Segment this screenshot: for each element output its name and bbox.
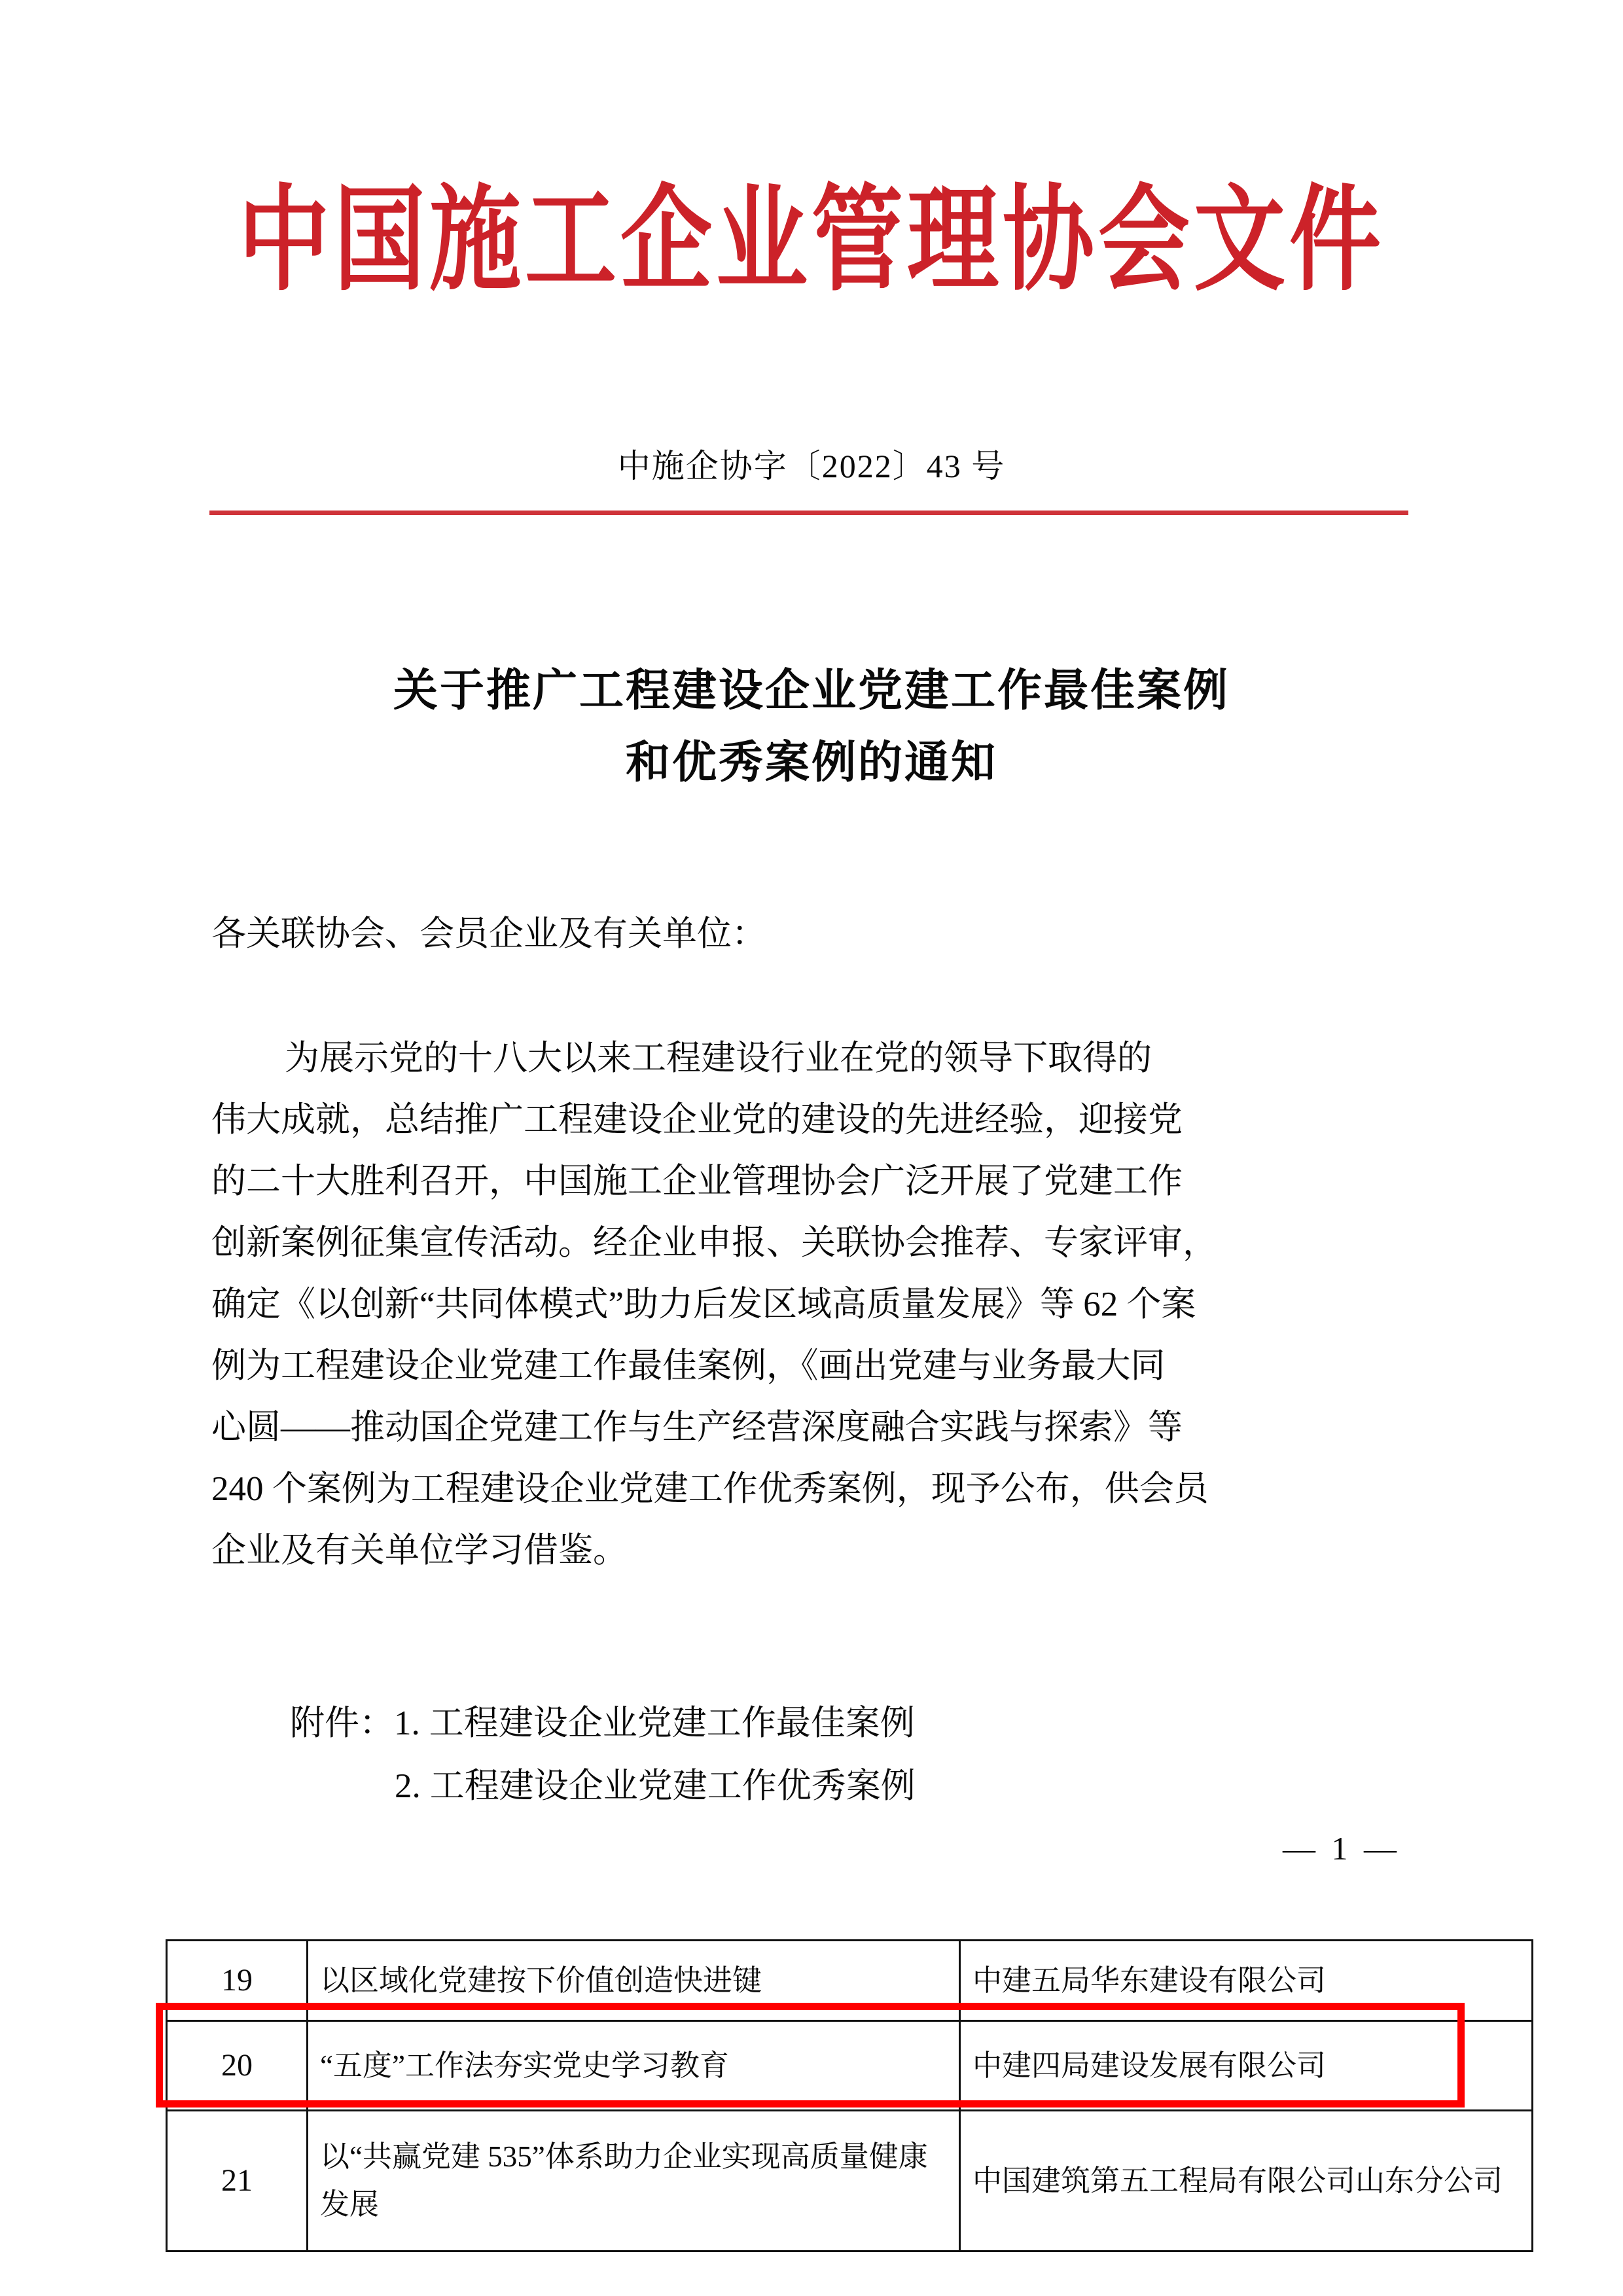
body-line: 例为工程建设企业党建工作最佳案例，《画出党建与业务最大同 xyxy=(211,1347,1166,1385)
table-cell-index: 20 xyxy=(167,2021,308,2111)
table-cell-org: 中国建筑第五工程局有限公司山东分公司 xyxy=(960,2111,1533,2251)
body-line: 伟大成就，总结推广工程建设企业党的建设的先进经验，迎接党 xyxy=(211,1101,1183,1139)
attachment-item xyxy=(211,1755,1416,1818)
body-line: 为展示党的十八大以来工程建设行业在党的领导下取得的 xyxy=(285,1039,1152,1077)
document-number: 中施企协字〔2022〕43 号 xyxy=(617,448,1006,484)
attachment-number: 1. xyxy=(394,1704,420,1742)
table-cell-name: 以“共赢党建 535”体系助力企业实现高质量健康发展 xyxy=(308,2111,960,2251)
table-cell-name: “五度”工作法夯实党史学习教育 xyxy=(308,2021,960,2111)
table-row xyxy=(167,1941,1533,2021)
document-body xyxy=(211,903,1416,1581)
table-cell-org: 中建五局华东建设有限公司 xyxy=(960,1941,1533,2021)
table-row xyxy=(167,2111,1533,2251)
table-row-highlighted xyxy=(167,2021,1533,2111)
body-line: 确定《以创新“共同体模式”助力后发区域高质量发展》等 62 个案 xyxy=(211,1285,1196,1323)
attachment-item xyxy=(211,1692,1416,1755)
table-cell-index: 19 xyxy=(167,1941,308,2021)
attachment-list xyxy=(211,1692,1416,1818)
attachment-number: 2. xyxy=(395,1767,421,1805)
page-title xyxy=(0,655,1623,798)
body-line: 240 个案例为工程建设企业党建工作优秀案例，现予公布，供会员 xyxy=(211,1470,1209,1508)
body-line: 心圆——推动国企党建工作与生产经营深度融合实践与探索》等 xyxy=(211,1408,1183,1446)
masthead-title: 中国施工企业管理协会文件 xyxy=(238,177,1385,305)
page-number: — 1 — xyxy=(1283,1830,1400,1867)
table-cell-index: 21 xyxy=(167,2111,308,2251)
body-line: 的二十大胜利召开，中国施工企业管理协会广泛开展了党建工作 xyxy=(211,1162,1183,1200)
title-line-1: 关于推广工程建设企业党建工作最佳案例 xyxy=(393,666,1230,715)
attachment-text: 工程建设企业党建工作最佳案例 xyxy=(429,1704,915,1742)
attachment-text: 工程建设企业党建工作优秀案例 xyxy=(429,1767,916,1805)
body-line: 创新案例征集宣传活动。经企业申报、关联协会推荐、专家评审， xyxy=(211,1224,1217,1262)
title-line-2: 和优秀案例的通知 xyxy=(625,738,997,788)
red-divider-rule xyxy=(209,511,1408,515)
table-cell-name: 以区域化党建按下价值创造快进键 xyxy=(308,1941,960,2021)
attachment-label: 附件： xyxy=(290,1704,394,1742)
case-table-container xyxy=(166,1939,1503,2252)
body-line: 企业及有关单位学习借鉴。 xyxy=(211,1532,628,1570)
salutation: 各关联协会、会员企业及有关单位： xyxy=(211,915,766,953)
table-cell-org: 中建四局建设发展有限公司 xyxy=(960,2021,1533,2111)
case-table xyxy=(166,1939,1533,2252)
